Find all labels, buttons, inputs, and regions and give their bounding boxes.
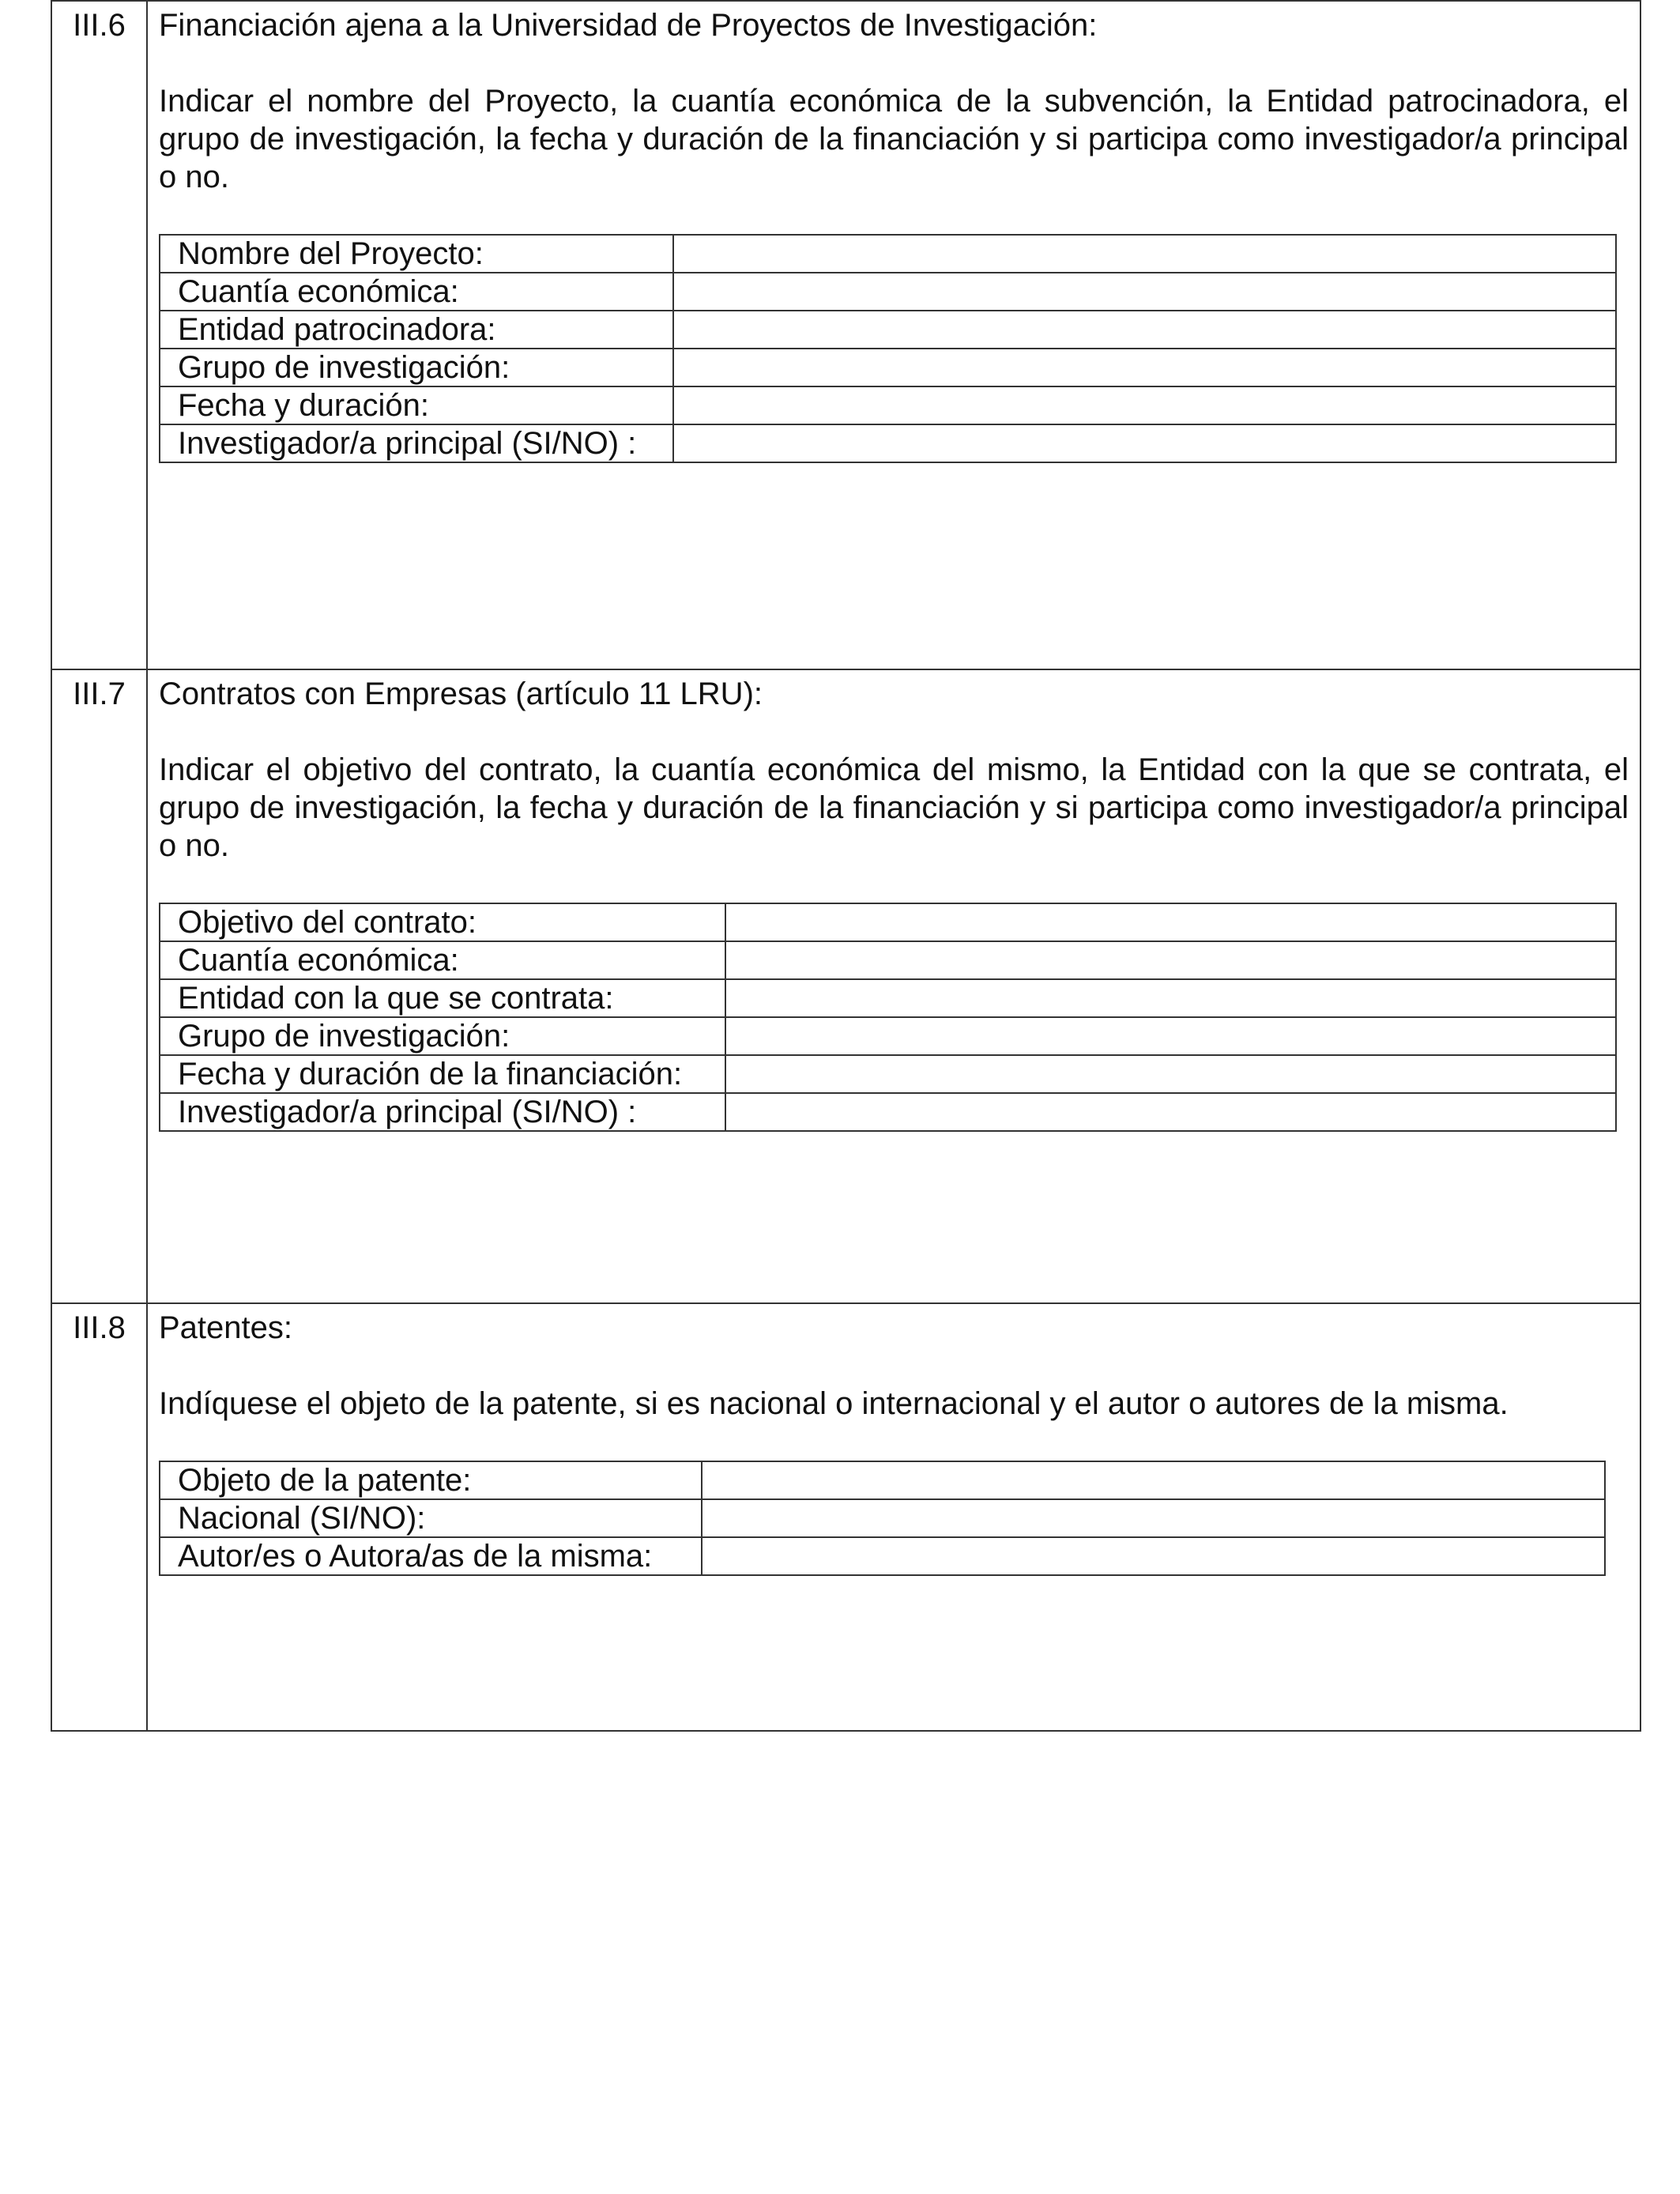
field-label-contract-objective: Objetivo del contrato: <box>160 903 725 941</box>
section-iii-6 <box>51 1 1640 669</box>
field-label-project-name: Nombre del Proyecto: <box>160 235 673 273</box>
field-label-funding-date-duration: Fecha y duración de la financiación: <box>160 1055 725 1093</box>
section-iii-8 <box>51 1303 1640 1731</box>
table-row <box>160 424 1616 462</box>
section-code: III.7 <box>51 669 147 1303</box>
project-funding-table <box>159 234 1617 463</box>
table-row <box>160 311 1616 349</box>
table-row <box>160 349 1616 386</box>
field-label-amount: Cuantía económica: <box>160 941 725 979</box>
table-row <box>160 1055 1616 1093</box>
field-label-principal-investigator: Investigador/a principal (SI/NO) : <box>160 1093 725 1131</box>
field-value-contracting-entity[interactable] <box>725 979 1616 1017</box>
section-description: Indicar el objetivo del contrato, la cuantía económica del mismo, la Entidad con la que se contrata, el grupo de investigación, la fecha y duración de la financiación y si participa como investigador/a principal o no. <box>159 752 1629 863</box>
field-value-contract-objective[interactable] <box>725 903 1616 941</box>
field-value-project-name[interactable] <box>673 235 1616 273</box>
table-row <box>160 903 1616 941</box>
field-label-authors: Autor/es o Autora/as de la misma: <box>160 1537 702 1575</box>
field-value-research-group[interactable] <box>673 349 1616 386</box>
table-row <box>160 1499 1605 1537</box>
section-code: III.6 <box>51 1 147 669</box>
table-row <box>160 979 1616 1017</box>
field-label-sponsor: Entidad patrocinadora: <box>160 311 673 349</box>
table-row <box>160 273 1616 311</box>
section-content <box>147 669 1640 1303</box>
table-row <box>160 941 1616 979</box>
field-label-research-group: Grupo de investigación: <box>160 1017 725 1055</box>
table-row <box>160 1461 1605 1499</box>
field-label-date-duration: Fecha y duración: <box>160 386 673 424</box>
field-value-funding-date-duration[interactable] <box>725 1055 1616 1093</box>
table-row <box>160 1017 1616 1055</box>
field-value-national[interactable] <box>702 1499 1605 1537</box>
field-value-patent-object[interactable] <box>702 1461 1605 1499</box>
field-value-amount[interactable] <box>725 941 1616 979</box>
field-value-amount[interactable] <box>673 273 1616 311</box>
company-contracts-table <box>159 903 1617 1132</box>
table-row <box>160 235 1616 273</box>
field-label-patent-object: Objeto de la patente: <box>160 1461 702 1499</box>
section-description: Indíquese el objeto de la patente, si es nacional o internacional y el autor o autores de la misma. <box>159 1386 1509 1421</box>
table-row <box>160 1537 1605 1575</box>
field-label-amount: Cuantía económica: <box>160 273 673 311</box>
field-value-sponsor[interactable] <box>673 311 1616 349</box>
section-description: Indicar el nombre del Proyecto, la cuantía económica de la subvención, la Entidad patrocinadora, el grupo de investigación, la fecha y duración de la financiación y si participa como investigador/a principal o no. <box>159 84 1629 194</box>
section-iii-7 <box>51 669 1640 1303</box>
field-label-principal-investigator: Investigador/a principal (SI/NO) : <box>160 424 673 462</box>
section-title: Patentes: <box>159 1310 293 1345</box>
field-value-authors[interactable] <box>702 1537 1605 1575</box>
form-table <box>51 0 1641 1732</box>
table-row <box>160 1093 1616 1131</box>
field-value-research-group[interactable] <box>725 1017 1616 1055</box>
section-content <box>147 1303 1640 1731</box>
field-label-contracting-entity: Entidad con la que se contrata: <box>160 979 725 1017</box>
field-value-date-duration[interactable] <box>673 386 1616 424</box>
section-title: Financiación ajena a la Universidad de Proyectos de Investigación: <box>159 8 1098 43</box>
section-content <box>147 1 1640 669</box>
field-label-national: Nacional (SI/NO): <box>160 1499 702 1537</box>
section-title: Contratos con Empresas (artículo 11 LRU): <box>159 677 763 711</box>
patents-table <box>159 1461 1606 1576</box>
field-value-principal-investigator[interactable] <box>673 424 1616 462</box>
section-code: III.8 <box>51 1303 147 1731</box>
table-row <box>160 386 1616 424</box>
field-value-principal-investigator[interactable] <box>725 1093 1616 1131</box>
field-label-research-group: Grupo de investigación: <box>160 349 673 386</box>
